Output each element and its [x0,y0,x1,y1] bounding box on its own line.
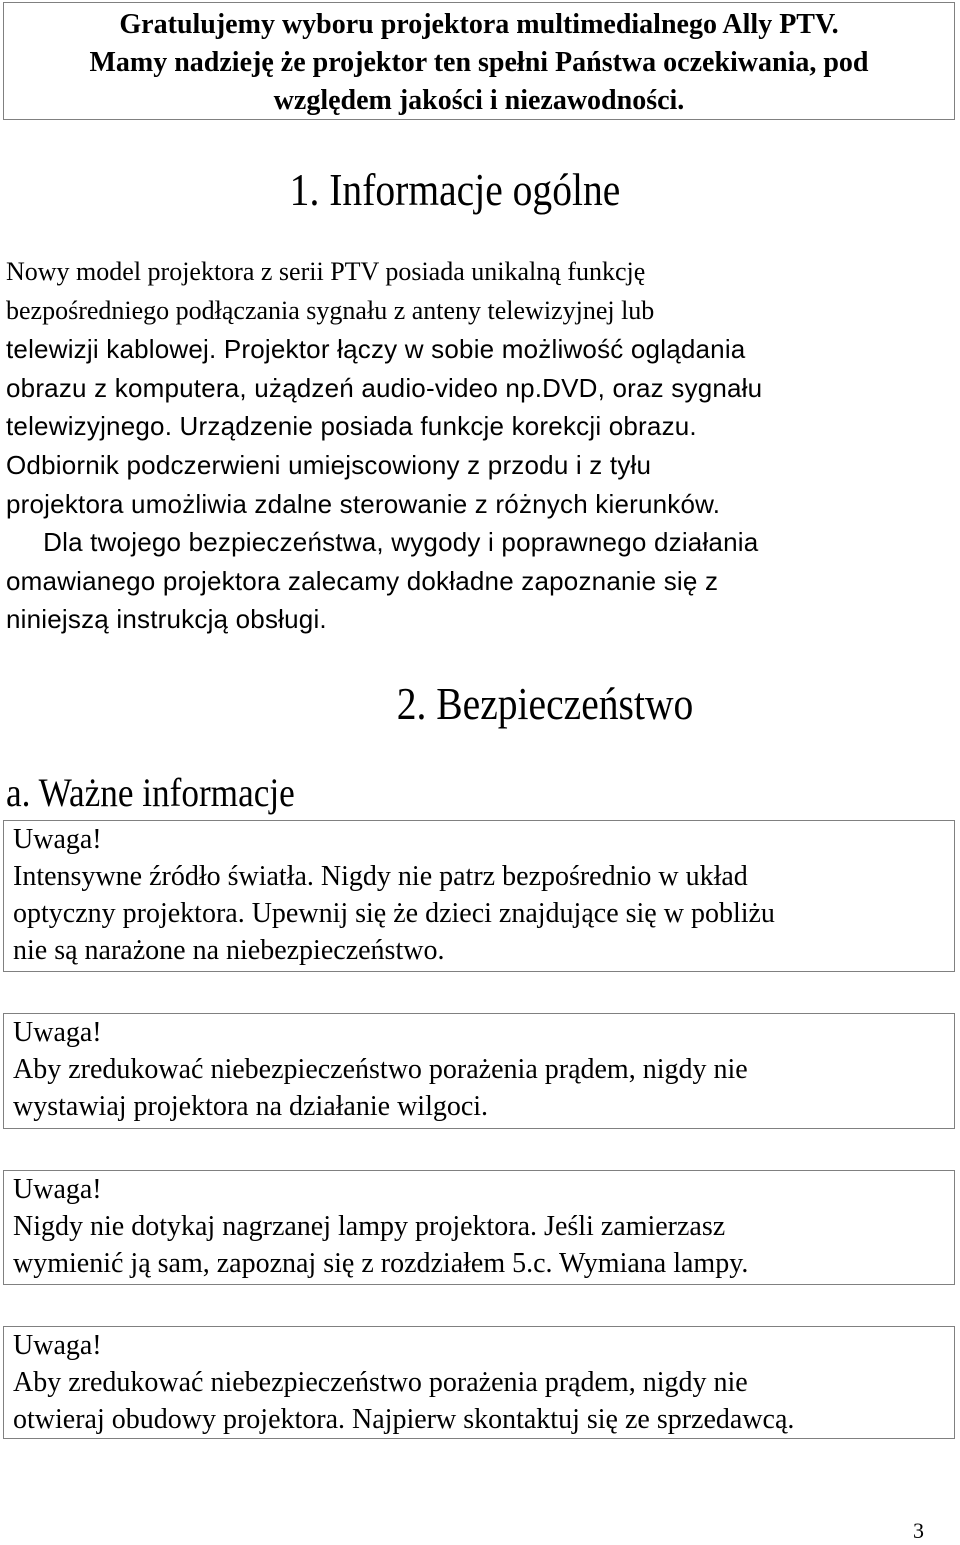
warning-heading: Uwaga! [13,1174,102,1205]
page-number: 3 [913,1518,924,1543]
section-1-body [6,253,958,639]
warning-line: otwieraj obudowy projektora. Najpierw skontaktuj się ze sprzedawcą. [13,1404,795,1435]
body-line: telewizji kablowej. Projektor łączy w sobie możliwość oglądania [6,334,746,365]
body-line: omawianego projektora zalecamy dokładne zapoznanie się z [6,565,719,596]
section-1-title: 1. Informacje ogólne [289,164,621,215]
warning-heading: Uwaga! [13,1330,102,1361]
warning-box [3,1013,955,1129]
body-line: projektora umożliwia zdalne sterowanie z różnych kierunków. [6,488,721,519]
warning-line: wystawiaj projektora na działanie wilgoci. [13,1091,489,1122]
warning-box [3,820,955,972]
intro-line: Mamy nadzieję że projektor ten spełni Państwa oczekiwania, pod [89,47,869,78]
warning-box [3,1326,955,1439]
warning-heading: Uwaga! [13,1017,102,1048]
body-line: Nowy model projektora z serii PTV posiada unikalną funkcję [6,257,646,286]
body-line: obrazu z komputera, użądzeń audio-video np.DVD, oraz sygnału [6,372,763,403]
warning-line: optyczny projektora. Upewnij się że dzieci znajdujące się w pobliżu [13,898,775,929]
body-line: Odbiornik podczerwieni umiejscowiony z przodu i z tyłu [6,449,652,480]
warning-line: Aby zredukować niebezpieczeństwo porażenia prądem, nigdy nie [13,1367,748,1398]
warning-box [3,1170,955,1285]
section-2a-subtitle: a. Ważne informacje [6,770,295,815]
warning-line: wymienić ją sam, zapoznaj się z rozdziałem 5.c. Wymiana lampy. [13,1248,749,1279]
intro-box [3,2,955,120]
warning-line: nie są narażone na niebezpieczeństwo. [13,935,445,966]
warning-line: Intensywne źródło światła. Nigdy nie patrz bezpośrednio w układ [13,861,748,892]
body-line: bezpośredniego podłączania sygnału z anteny telewizyjnej lub [6,295,655,325]
warning-line: Aby zredukować niebezpieczeństwo porażenia prądem, nigdy nie [13,1054,748,1085]
body-line: Dla twojego bezpieczeństwa, wygody i poprawnego działania [6,527,759,558]
intro-line: Gratulujemy wyboru projektora multimedialnego Ally PTV. [119,9,839,40]
intro-line: względem jakości i niezawodności. [273,85,685,116]
warning-heading: Uwaga! [13,824,102,855]
section-2-title: 2. Bezpieczeństwo [396,678,694,729]
warning-line: Nigdy nie dotykaj nagrzanej lampy projektora. Jeśli zamierzasz [13,1211,726,1242]
body-line: telewizyjnego. Urządzenie posiada funkcje korekcji obrazu. [6,411,697,442]
body-line: niniejszą instrukcją obsługi. [6,604,327,635]
